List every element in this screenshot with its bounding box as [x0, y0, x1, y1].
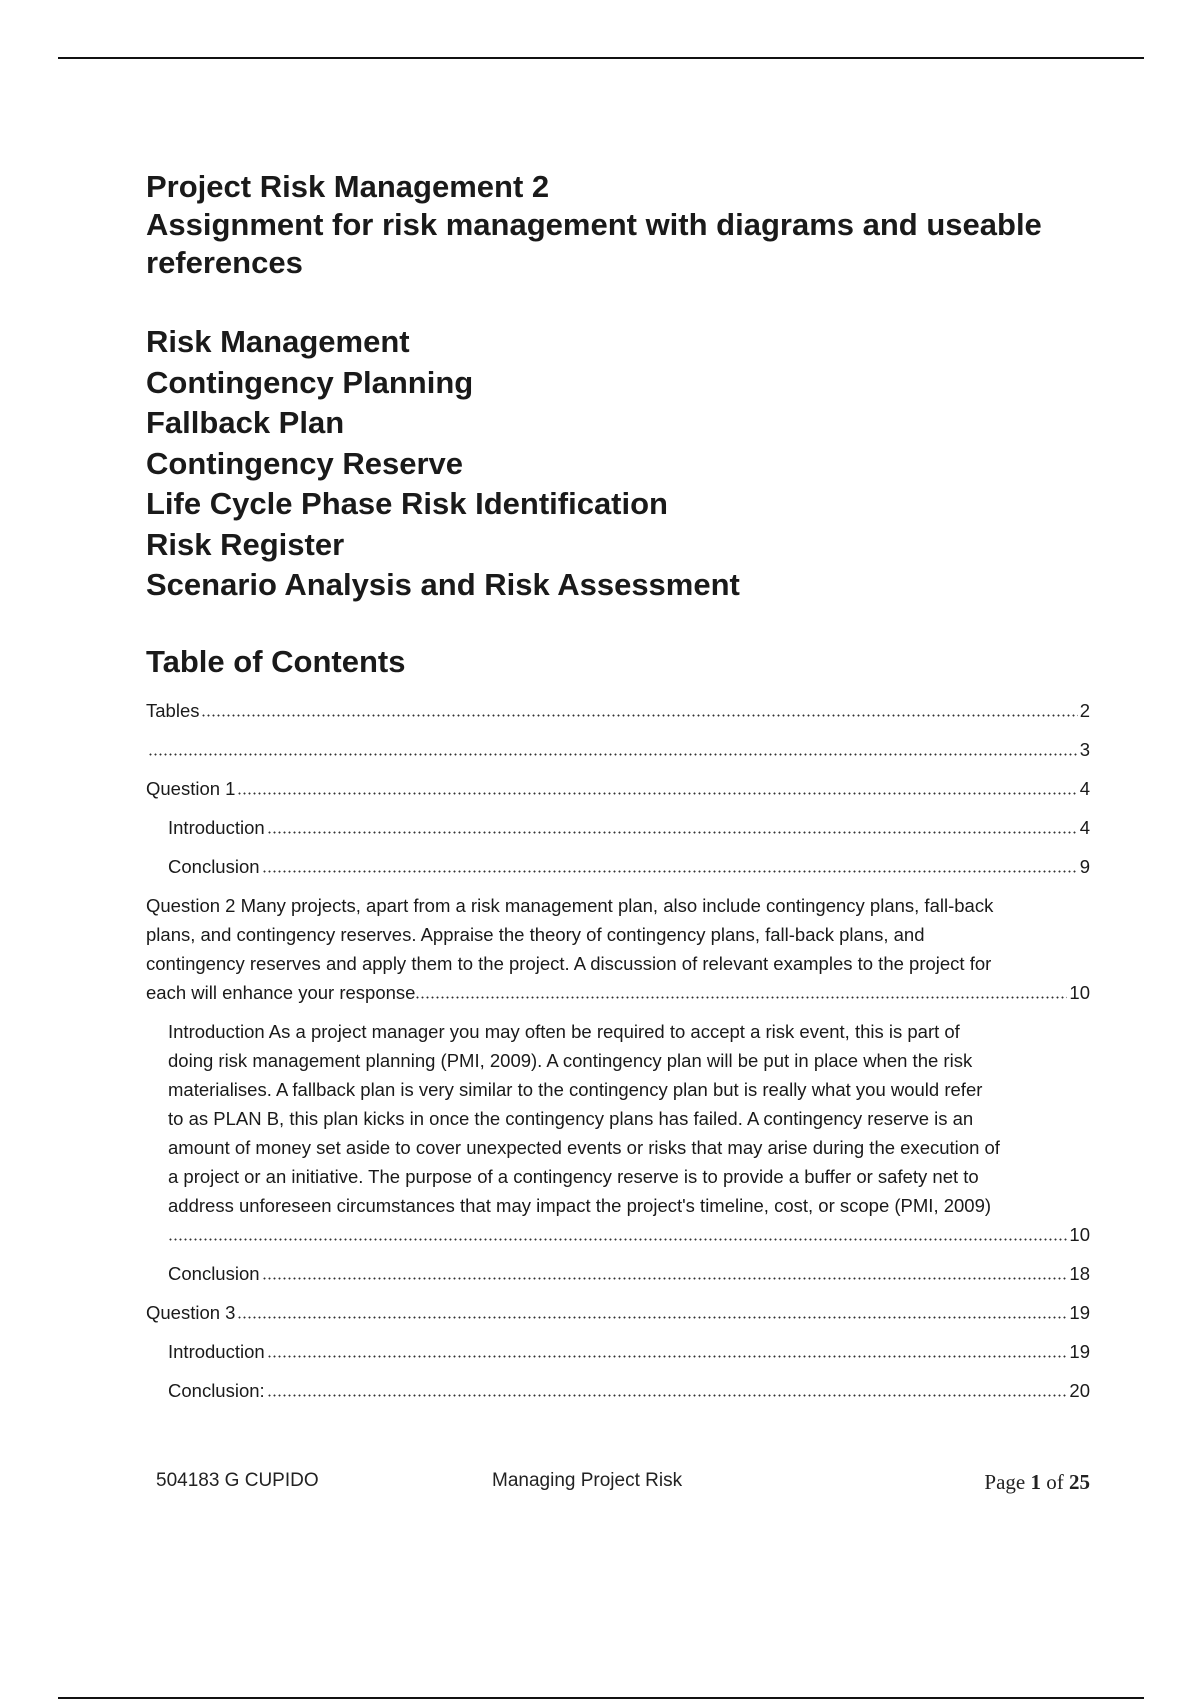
toc-entry-text: Introduction — [168, 1340, 265, 1362]
footer-of-word: of — [1046, 1470, 1064, 1494]
toc-entry-text: Conclusion — [168, 855, 260, 877]
toc-entry-question-3[interactable] — [146, 1298, 1090, 1327]
toc-entry-text: Question 1 — [146, 777, 236, 799]
dot-leader — [267, 1392, 1068, 1398]
footer-page-total: 25 — [1069, 1470, 1090, 1494]
topic-item: Risk Register — [146, 526, 345, 562]
toc-entry-line: amount of money set aside to cover unexpected events or risks that may arise during the execution of — [168, 1136, 1000, 1158]
toc-entry-text: Tables — [146, 699, 200, 721]
toc-entry-q2-conclusion[interactable] — [146, 1259, 1090, 1288]
toc-entry-line: to as PLAN B, this plan kicks in once the contingency plans has failed. A contingency reserve is an — [168, 1107, 974, 1129]
dot-leader — [267, 829, 1078, 835]
toc-page-number: 20 — [1069, 1379, 1090, 1401]
title-line-2: Assignment for risk management with diagrams and useable — [146, 207, 1042, 242]
toc-page-number: 3 — [1079, 738, 1090, 760]
dot-leader — [237, 790, 1077, 796]
header-rule — [58, 57, 1144, 59]
toc-entry-q1-conclusion[interactable] — [146, 852, 1090, 881]
toc-entry-text: Question 3 — [146, 1301, 236, 1323]
toc-entry-text: Introduction — [168, 816, 265, 838]
toc-entry-q1-introduction[interactable] — [146, 813, 1090, 842]
footer-author-id: 504183 G CUPIDO — [156, 1470, 319, 1491]
dot-leader — [267, 1353, 1068, 1359]
topic-item: Contingency Reserve — [146, 445, 463, 481]
dot-leader — [201, 712, 1077, 718]
document-body — [146, 168, 1090, 1415]
dot-leader — [237, 1314, 1067, 1320]
toc-entry-line: address unforeseen circumstances that may impact the project's timeline, cost, or scope (PMI, 2009) — [168, 1194, 992, 1216]
toc-entry-text: Conclusion: — [168, 1379, 265, 1401]
toc-page-number: 9 — [1079, 855, 1090, 877]
topic-item: Fallback Plan — [146, 405, 345, 440]
toc-entry-line: a project or an initiative. The purpose of a contingency reserve is to provide a buffer or safety net to — [168, 1165, 979, 1187]
toc-entry-line: contingency reserves and apply them to the project. A discussion of relevant examples to the project for — [146, 952, 992, 974]
toc-entry-tail — [146, 978, 1090, 1007]
toc-page-number: 18 — [1069, 1262, 1090, 1284]
dot-leader — [415, 994, 1067, 1000]
toc-entry-line: Introduction As a project manager you may often be required to accept a risk event, this is part of — [168, 1020, 960, 1042]
toc-entry-question-2[interactable] — [146, 891, 1090, 1007]
toc-page-number: 4 — [1079, 816, 1090, 838]
toc-page-number: 10 — [1069, 981, 1090, 1003]
table-of-contents — [146, 696, 1090, 1405]
footer-page-word: Page — [984, 1470, 1026, 1494]
topic-item: Contingency Planning — [146, 364, 474, 400]
toc-page-number: 19 — [1069, 1301, 1090, 1323]
topic-list — [146, 322, 1090, 606]
toc-entry-question-1[interactable] — [146, 774, 1090, 803]
footer-page-counter — [984, 1470, 1090, 1495]
toc-entry-line: materialises. A fallback plan is very similar to the contingency plan but is really what you would refer — [168, 1078, 983, 1100]
topic-item: Scenario Analysis and Risk Assessment — [146, 567, 740, 602]
dot-leader — [148, 751, 1078, 757]
footer-page-current: 1 — [1030, 1470, 1041, 1494]
toc-heading: Table of Contents — [146, 643, 406, 679]
toc-page-number: 4 — [1079, 777, 1090, 799]
toc-entry-line: plans, and contingency reserves. Appraise the theory of contingency plans, fall-back plans, and — [146, 923, 925, 945]
bottom-rule — [58, 1697, 1144, 1699]
dot-leader — [262, 1275, 1068, 1281]
dot-leader — [168, 1236, 1067, 1242]
toc-page-number: 10 — [1069, 1223, 1090, 1245]
topic-item: Risk Management — [146, 324, 410, 359]
toc-entry-q3-introduction[interactable] — [146, 1337, 1090, 1366]
toc-entry-tables[interactable] — [146, 696, 1090, 725]
topic-item: Life Cycle Phase Risk Identification — [146, 486, 668, 521]
title-line-1: Project Risk Management 2 — [146, 169, 550, 204]
toc-page-number: 2 — [1079, 699, 1090, 721]
dot-leader — [262, 868, 1078, 874]
document-title — [146, 168, 1090, 282]
title-line-3: references — [146, 245, 303, 280]
toc-entry-tail — [168, 1220, 1090, 1249]
toc-entry-text: Conclusion — [168, 1262, 260, 1284]
toc-page-number: 19 — [1069, 1340, 1090, 1362]
toc-entry-q2-introduction[interactable] — [146, 1017, 1090, 1249]
toc-entry-q3-conclusion[interactable] — [146, 1376, 1090, 1405]
toc-entry-text: each will enhance your response — [146, 981, 416, 1003]
toc-entry-blank[interactable] — [146, 735, 1090, 764]
toc-entry-line: Question 2 Many projects, apart from a risk management plan, also include contingency plans, fall-back — [146, 894, 994, 916]
toc-entry-line: doing risk management planning (PMI, 2009). A contingency plan will be put in place when the risk — [168, 1049, 973, 1071]
footer-course-title: Managing Project Risk — [492, 1470, 683, 1491]
